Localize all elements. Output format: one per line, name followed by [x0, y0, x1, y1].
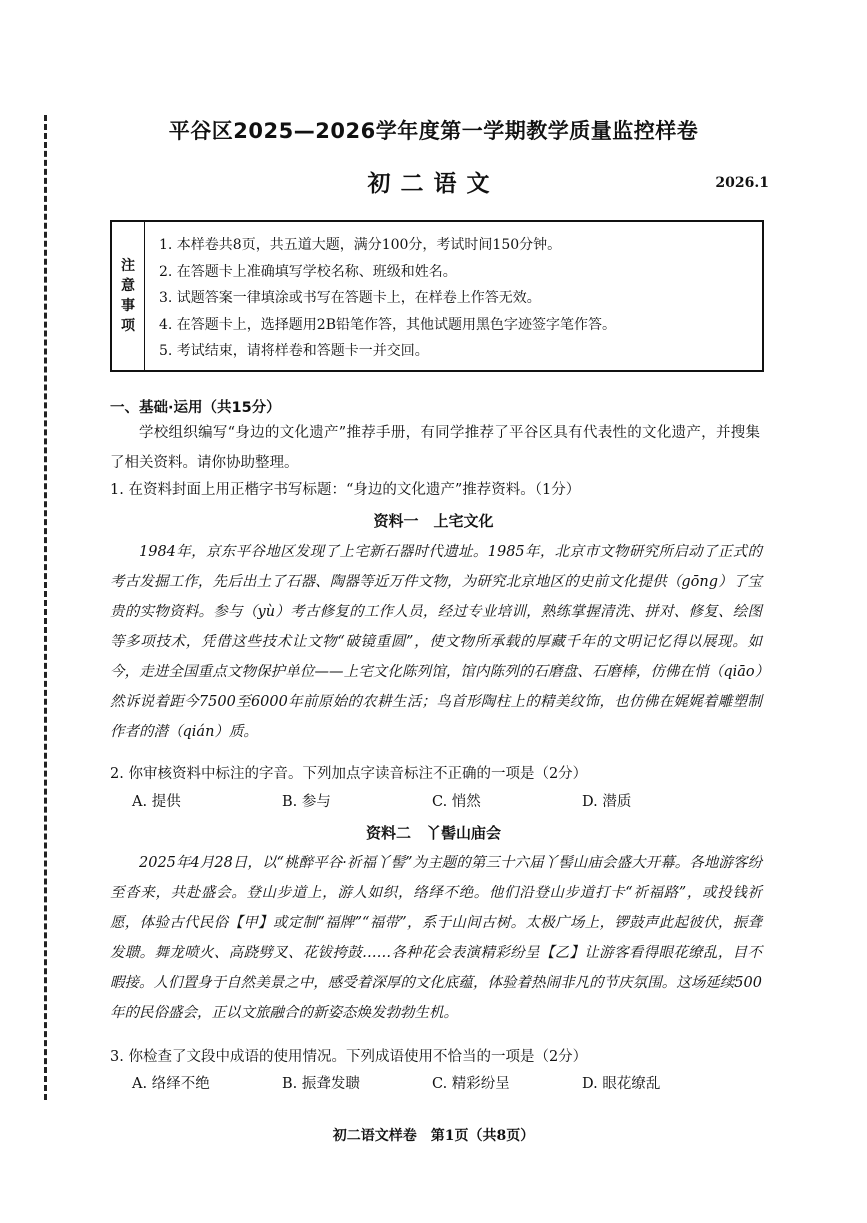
notice-item: 5. 考试结束，请将样卷和答题卡一并交回。: [159, 343, 429, 359]
material-2-title: 资料二 丫髻山庙会: [365, 824, 501, 842]
notice-item: 2. 在答题卡上准确填写学校名称、班级和姓名。: [159, 263, 457, 280]
option-c: C. 悄然: [432, 794, 481, 810]
notice-item: 1. 本样卷共8页，共五道大题，满分100分，考试时间150分钟。: [159, 237, 562, 253]
subject-title: 初二语文: [367, 171, 500, 197]
option-d: D. 眼花缭乱: [582, 1076, 661, 1092]
question-2: 2. 你审核资料中标注的字音。下列加点字读音标注不正确的一项是（2分）: [110, 766, 588, 782]
notice-item: 3. 试题答案一律填涂或书写在答题卡上，在样卷上作答无效。: [159, 290, 541, 306]
section-heading: 一、基础·运用（共15分）: [110, 400, 281, 416]
option-a: A. 提供: [132, 794, 181, 810]
question-3: 3. 你检查了文段中成语的使用情况。下列成语使用不恰当的一项是（2分）: [110, 1049, 588, 1065]
material-1-text: 1984年，京东平谷地区发现了上宅新石器时代遗址。1985年，北京市文物研究所启动了正式的考古发掘工作，先后出土了石器、陶器等近万件文物，为研究北京地区的史前文化提供（gōng）了宝贵的实物资料。参与（yù）考古修复的工作人员，经过专业培训，熟练掌握清洗、拼对、修复、绘图等多项技术，凭借这些技术让文物“破镜重圆”，使文物所承载的厚藏千年的文明记忆得以展现。如今，走进全国重点文物保护单位——上宅文化陈列馆，馆内陈列的石磨盘、石磨棒，仿佛在悄（qiāo）然诉说着距今7500至6000年前原始的农耕生活；鸟首形陶柱上的精美纹饰，也仿佛在娓娓着雕塑制作者的潜（qián）质。: [110, 544, 762, 740]
material-1-title: 资料一 上宅文化: [373, 512, 494, 530]
notice-label: 注 意 事 项: [112, 222, 145, 370]
question-1: 1. 在资料封面上用正楷字书写标题：“身边的文化遗产”推荐资料。（1分）: [110, 482, 581, 498]
section-intro: 学校组织编写“身边的文化遗产”推荐手册，有同学推荐了平谷区具有代表性的文化遗产，并搜集了相关资料。请你协助整理。: [110, 425, 760, 471]
binding-dashed-line: [44, 115, 47, 1100]
option-b: B. 参与: [282, 794, 331, 810]
notice-item: 4. 在答题卡上，选择题用2B铅笔作答，其他试题用黑色字迹签字笔作答。: [159, 316, 617, 333]
notice-box: [110, 220, 764, 372]
option-b: B. 振聋发聩: [282, 1076, 360, 1092]
page-footer: 初二语文样卷 第1页（共8页）: [332, 1128, 535, 1144]
notice-list: [145, 222, 616, 370]
question-2-options: [132, 790, 732, 811]
option-d: D. 潜质: [582, 794, 632, 810]
question-3-options: [132, 1072, 732, 1093]
option-a: A. 络绎不绝: [132, 1076, 210, 1092]
material-2-text: 2025年4月28日，以“桃醉平谷·祈福丫髻”为主题的第三十六届丫髻山庙会盛大开幕。各地游客纷至沓来，共赴盛会。登山步道上，游人如织，络绎不绝。他们沿登山步道打卡“祈福路”，或投钱祈愿，体验古代民俗【甲】或定制“福牌”“福带”，系于山间古树。太极广场上，锣鼓声此起彼伏，振聋发聩。舞龙喷火、高跷劈叉、花钹挎鼓……各种花会表演精彩纷呈【乙】让游客看得眼花缭乱，目不暇接。人们置身于自然美景之中，感受着深厚的文化底蕴，体验着热闹非凡的节庆氛围。这场延续500年的民俗盛会，正以文旅融合的新姿态焕发勃勃生机。: [110, 855, 762, 1021]
exam-title: 平谷区2025—2026学年度第一学期教学质量监控样卷: [168, 119, 699, 143]
option-c: C. 精彩纷呈: [432, 1076, 510, 1092]
exam-date: 2026.1: [715, 175, 769, 191]
